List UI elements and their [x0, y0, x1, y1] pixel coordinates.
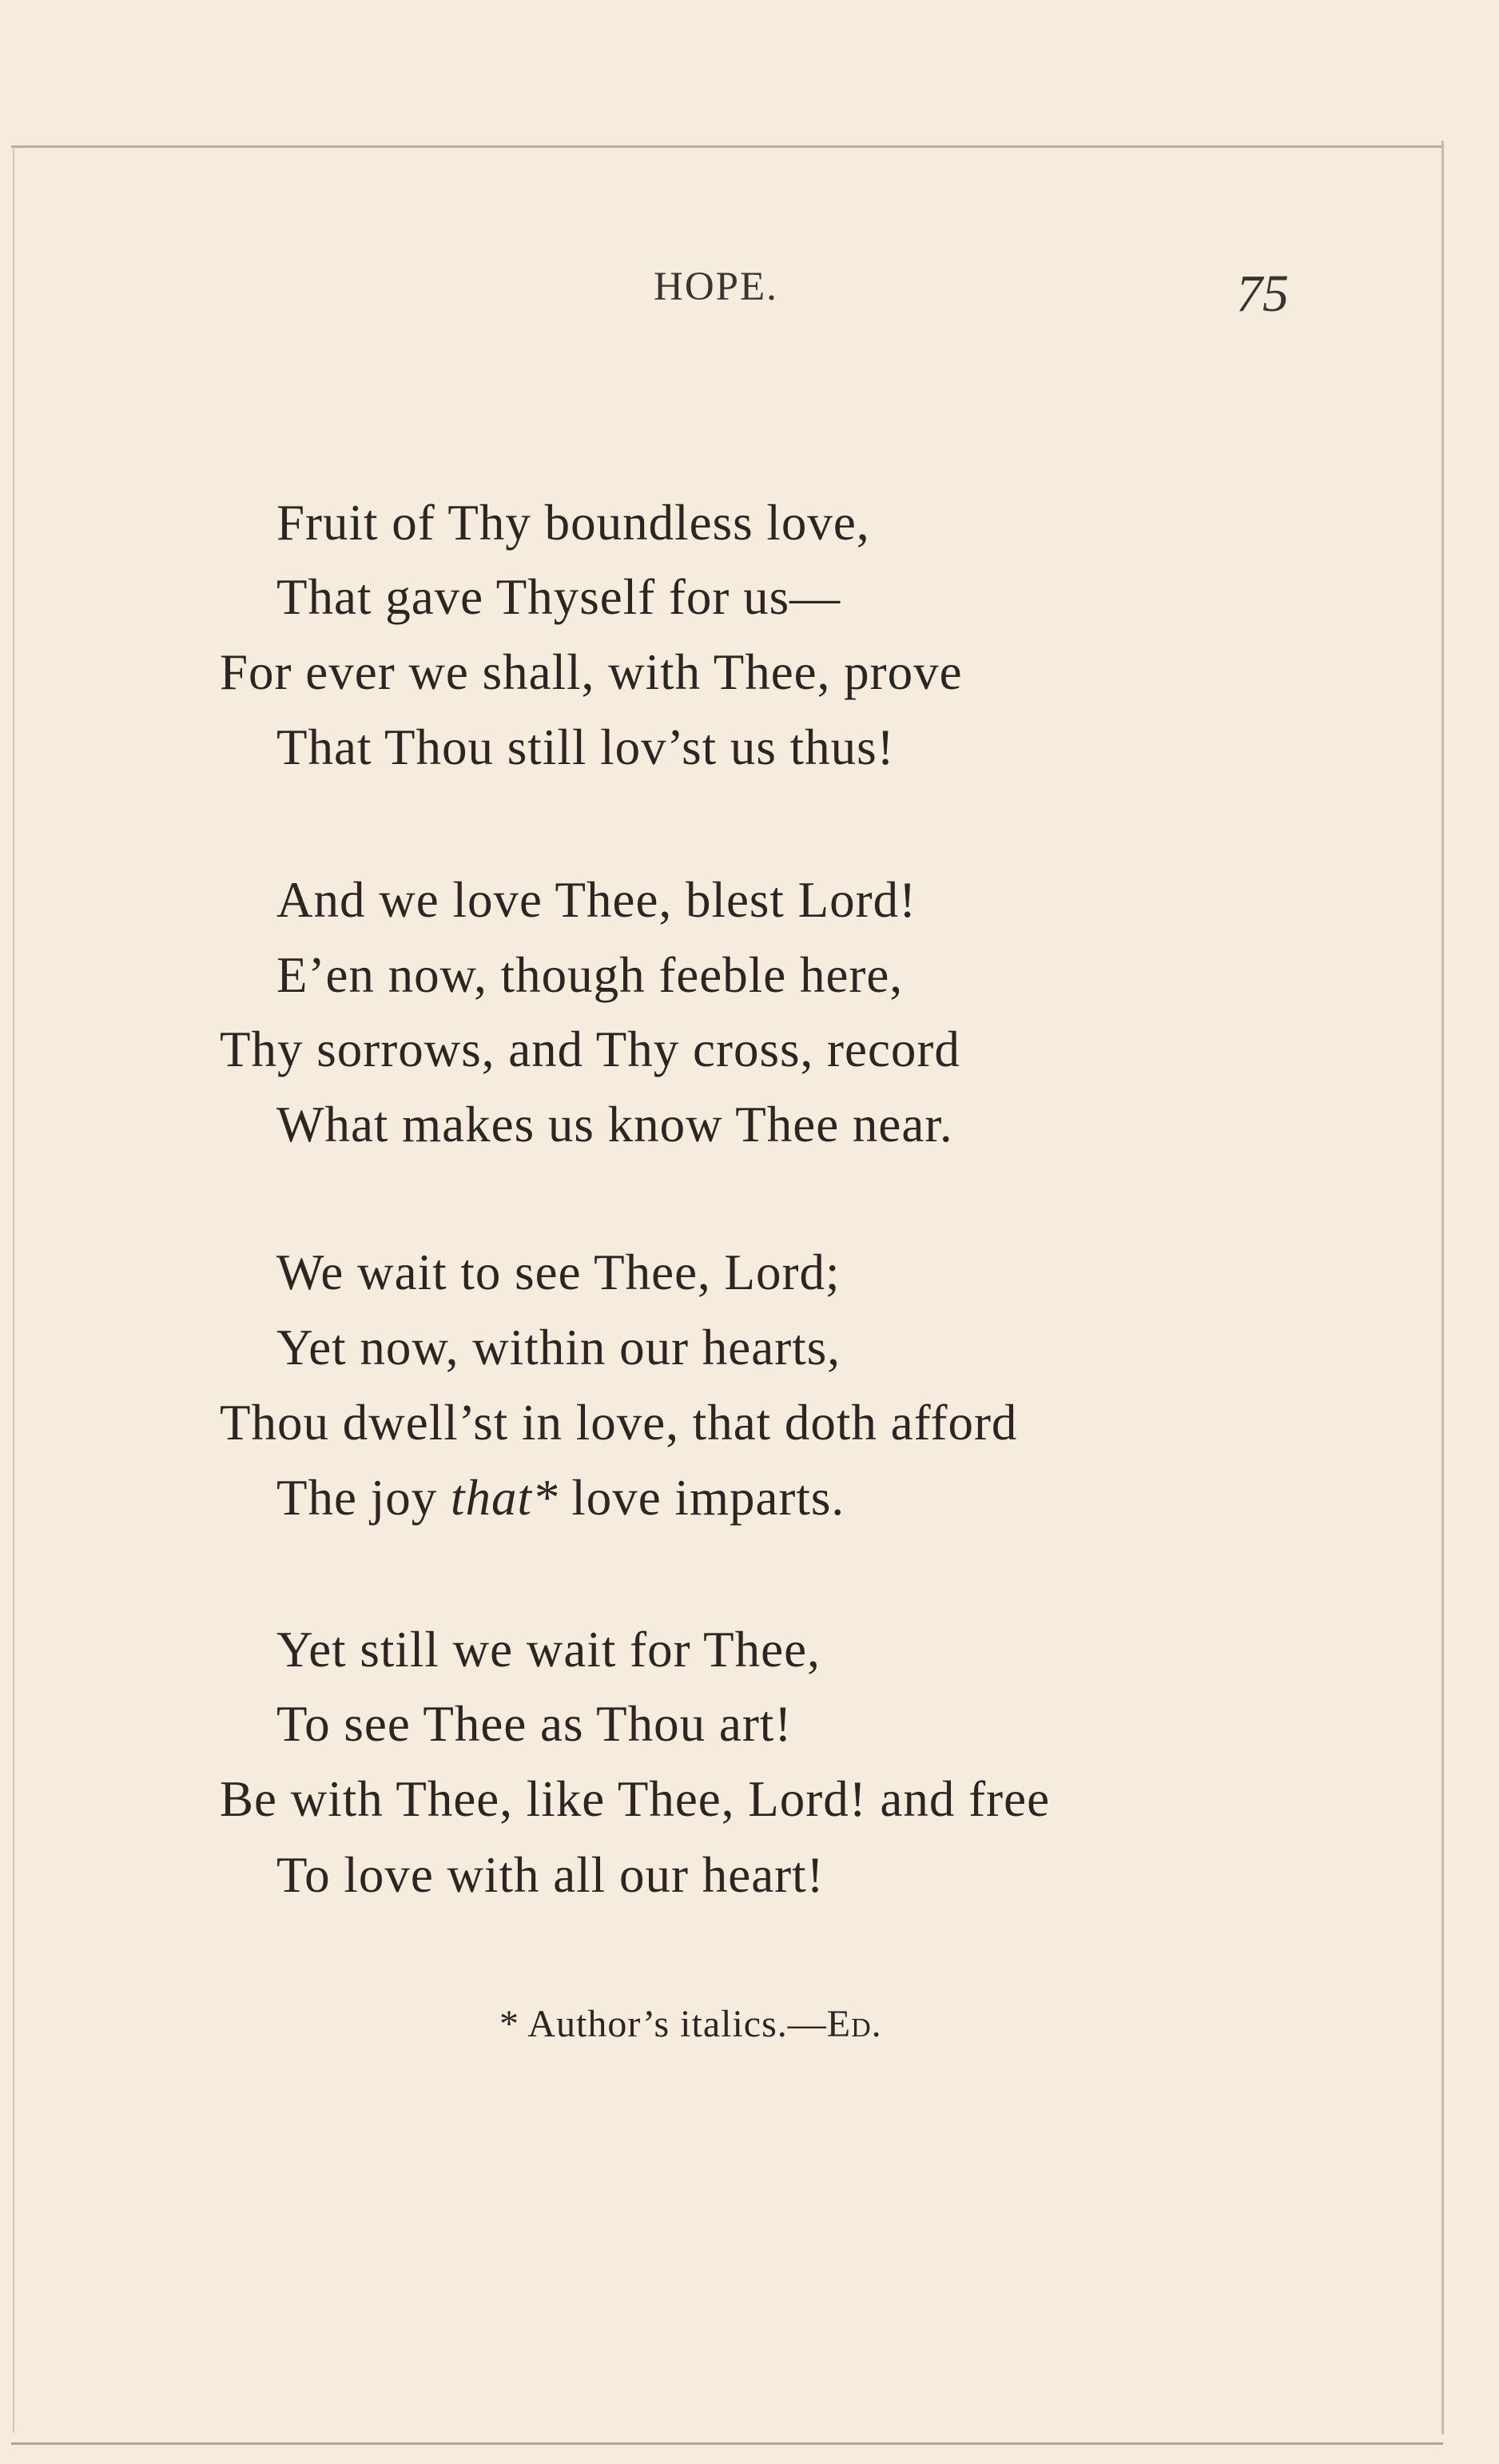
poem-line: That Thou still lov’st us thus! [276, 719, 895, 775]
line-text-before: The joy [276, 1470, 451, 1526]
line-text-after: love imparts. [558, 1470, 845, 1526]
poem-line: For ever we shall, with Thee, prove [220, 644, 963, 700]
footnote [499, 2002, 882, 2046]
poem-line: E’en now, though feeble here, [276, 947, 904, 1003]
poem-line: Be with Thee, like Thee, Lord! and free [220, 1771, 1051, 1827]
poem-line: Yet now, within our hearts, [276, 1320, 841, 1375]
poem-line: Fruit of Thy boundless love, [276, 495, 870, 551]
poem-line: That gave Thyself for us— [276, 569, 841, 625]
poem-line: To see Thee as Thou art! [276, 1696, 793, 1752]
page-frame-left [13, 147, 14, 2433]
poem-line: What makes us know Thee near. [276, 1097, 953, 1152]
poem-line: And we love Thee, blest Lord! [276, 872, 917, 928]
running-head: HOPE. [654, 265, 778, 309]
page-frame-top [11, 145, 1441, 148]
poem-line: We wait to see Thee, Lord; [276, 1244, 841, 1300]
poem-line-with-italic [276, 1470, 845, 1526]
poem-line: To love with all our heart! [276, 1847, 825, 1903]
footnote-marker: * [499, 2003, 519, 2045]
italic-word: that* [450, 1470, 559, 1526]
footnote-signature: Ed. [826, 2003, 882, 2045]
footnote-text: Author’s italics.— [527, 2003, 827, 2045]
page-frame-right [1441, 141, 1444, 2434]
poem-line: Yet still we wait for Thee, [276, 1622, 821, 1678]
poem-line: Thou dwell’st in love, that doth afford [220, 1395, 1018, 1451]
page-frame-bottom [11, 2442, 1443, 2445]
poem-line: Thy sorrows, and Thy cross, record [220, 1021, 960, 1077]
page-number: 75 [1236, 265, 1289, 323]
